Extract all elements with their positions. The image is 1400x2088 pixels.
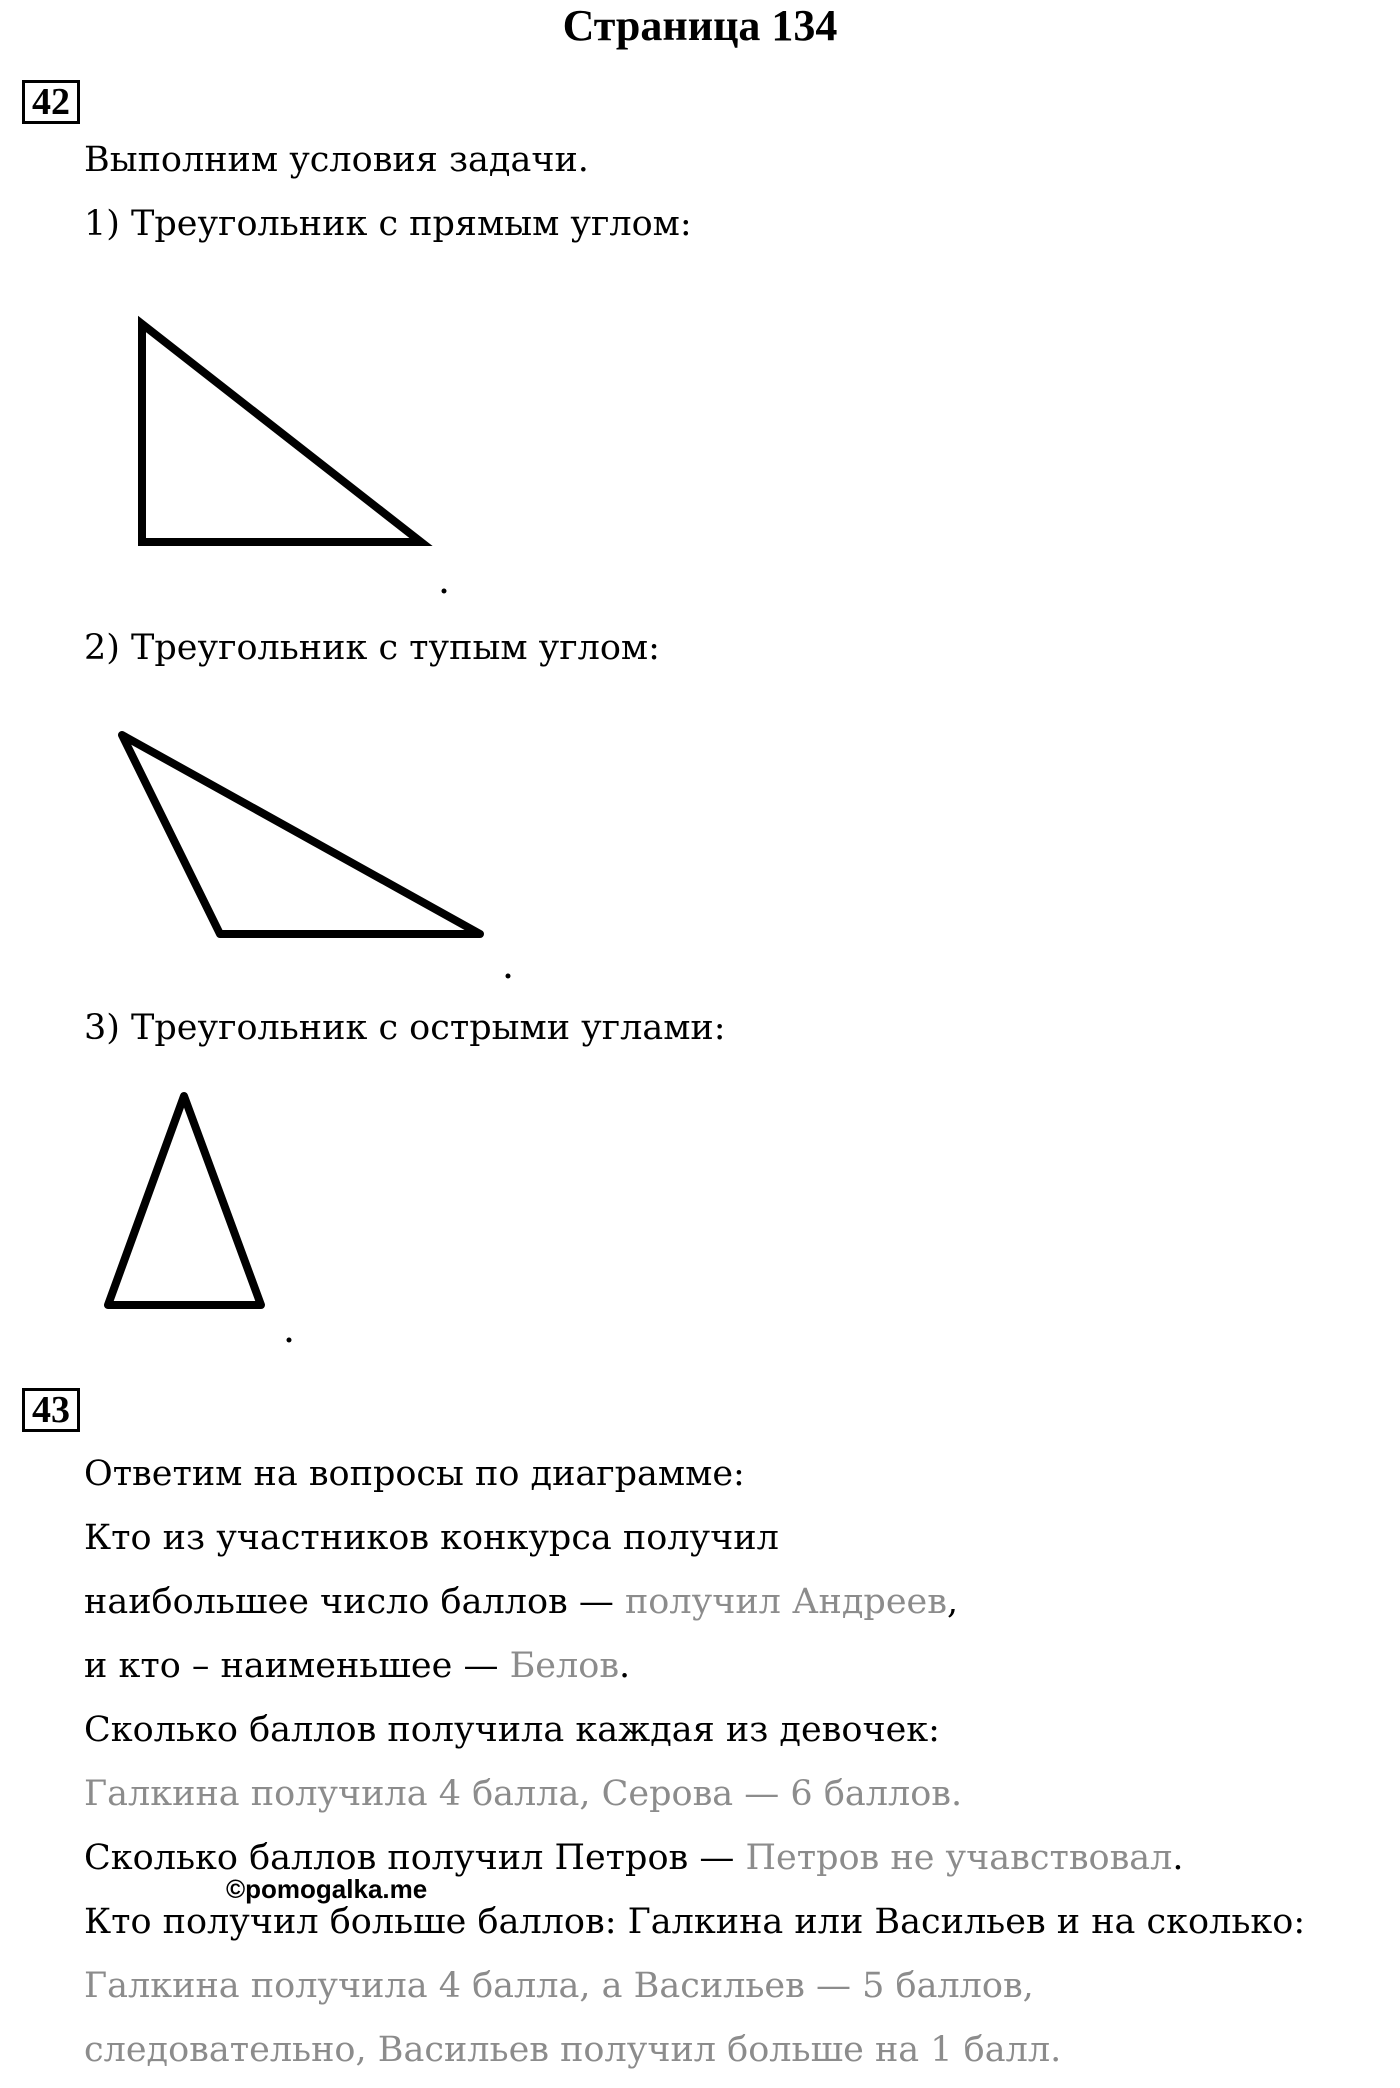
q1-answer-max: получил Андреев: [624, 1582, 947, 1622]
right-triangle-shape: [142, 324, 421, 542]
q1-comma: ,: [946, 1582, 959, 1622]
task-43-q2: Сколько баллов получила каждая из девочек:: [84, 1710, 940, 1750]
acute-triangle-dot: [287, 1338, 292, 1343]
task-43-q1-line1: Кто из участников конкурса получил: [84, 1518, 779, 1558]
task-43-q4-answer-line1: Галкина получила 4 балла, а Васильев — 5 баллов,: [84, 1966, 1034, 2006]
task-number-43: 43: [22, 1388, 80, 1432]
obtuse-triangle-shape: [122, 735, 480, 934]
task-42-intro: Выполним условия задачи.: [84, 140, 589, 180]
task-43-q4-answer-line2: следовательно, Васильев получил больше на 1 балл.: [84, 2030, 1062, 2070]
task-42-item-1-label: 1) Треугольник с прямым углом:: [84, 204, 692, 244]
watermark: ©pomogalka.me: [226, 1874, 428, 1904]
q1-text-min: и кто – наименьшее —: [84, 1646, 510, 1686]
page-title: Страница 134: [562, 1, 838, 50]
task-43-q1-line3: [84, 1644, 630, 1688]
task-number-42: 42: [22, 80, 80, 124]
obtuse-triangle-dot: [506, 974, 511, 979]
task-43-q2-answer: Галкина получила 4 балла, Серова — 6 баллов.: [84, 1774, 963, 1814]
q1-answer-min: Белов: [509, 1646, 620, 1686]
task-43-intro: Ответим на вопросы по диаграмме:: [84, 1454, 745, 1494]
q1-text: наибольшее число баллов —: [84, 1582, 625, 1622]
right-triangle-dot: [442, 589, 447, 594]
task-43-q1-line2: [84, 1580, 958, 1624]
q3-answer: Петров не учавствовал: [745, 1838, 1173, 1878]
q1-period: .: [619, 1646, 631, 1686]
q3-period: .: [1172, 1838, 1184, 1878]
task-42-item-3-label: 3) Треугольник с острыми углами:: [84, 1008, 726, 1048]
task-43-q4: Кто получил больше баллов: Галкина или Васильев и на сколько:: [84, 1902, 1306, 1942]
task-42-item-2-label: 2) Треугольник с тупым углом:: [84, 628, 660, 668]
acute-triangle-shape: [108, 1096, 261, 1305]
q3-text: Сколько баллов получил Петров —: [84, 1838, 746, 1878]
